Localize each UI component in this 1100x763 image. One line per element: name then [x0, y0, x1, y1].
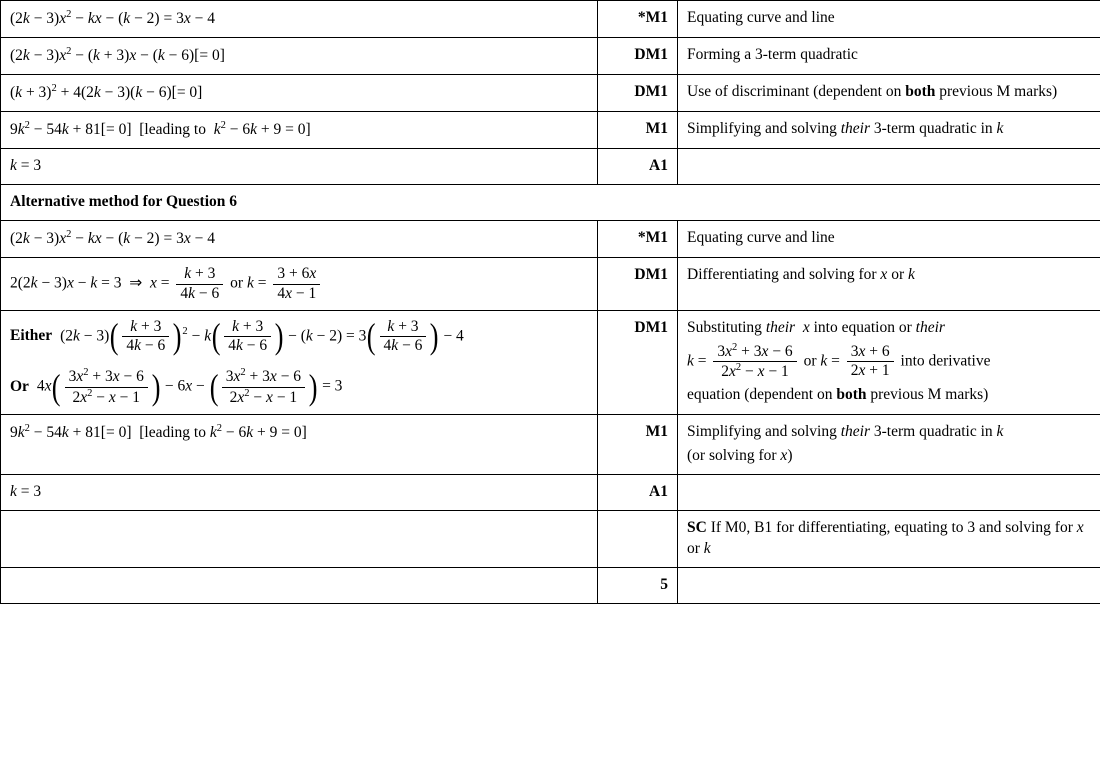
- notes-cell: [678, 149, 1100, 185]
- table-row: [1, 475, 1100, 511]
- mark-cell: *M1: [598, 221, 678, 258]
- notes-cell: [678, 567, 1100, 603]
- table-row: [1, 149, 1100, 185]
- table-row: [1, 415, 1100, 475]
- table-row: [1, 567, 1100, 603]
- notes-cell: Simplifying and solving their 3-term quadratic in k: [678, 112, 1100, 149]
- working-cell: k = 3: [1, 149, 598, 185]
- table-row: [1, 75, 1100, 112]
- mark-cell: M1: [598, 112, 678, 149]
- notes-cell: Forming a 3-term quadratic: [678, 38, 1100, 75]
- working-cell: $(k + 3)^2 + 4(2k - 3)(k - 6)[= 0]$: [1, 75, 598, 112]
- mark-cell: A1: [598, 475, 678, 511]
- working-cell: 2(2k − 3)x − k = 3 ⇒ x = $\frac{k + 3}{4k - 6}$ or k = $\frac{3 + 6x}{4x - 1}$: [1, 258, 598, 311]
- working-cell: Either (2k − 3)( $\frac{k + 3}{4k - 6}$ )$^2$ − k( $\frac{k + 3}{4k - 6}$ ) − (k − 2) = 3( $\frac{k + 3}{4k - 6}$ ) − 4 Or 4x( $\frac{3x^2 + 3x - 6}{2x^2 - x - 1}$ ) − 6x − ( $\frac{3x^2 + 3x - 6}{2x^2 - x - 1}$ ) = 3: [1, 310, 598, 414]
- mark-cell: DM1: [598, 38, 678, 75]
- notes-cell: SC If M0, B1 for differentiating, equating to 3 and solving for x or k: [678, 511, 1100, 568]
- notes-cell: Equating curve and line: [678, 1, 1100, 38]
- working-cell: [1, 511, 598, 568]
- table-row: [1, 112, 1100, 149]
- mark-cell: DM1: [598, 258, 678, 311]
- alt-method-header-row: [1, 185, 1100, 221]
- working-cell: $9k^2 - 54k + 81[= 0]$ [leading to $k^2 - 6k + 9 = 0$]: [1, 415, 598, 475]
- working-cell: [1, 567, 598, 603]
- notes-cell: [678, 475, 1100, 511]
- table-row: [1, 511, 1100, 568]
- table-row: [1, 1, 1100, 38]
- table-row: [1, 258, 1100, 311]
- working-cell: $9k^2 - 54k + 81[= 0]$ [leading to $k^2 - 6k + 9 = 0$]: [1, 112, 598, 149]
- table-row: [1, 221, 1100, 258]
- notes-cell: Use of discriminant (dependent on both previous M marks): [678, 75, 1100, 112]
- notes-cell: Simplifying and solving their 3-term quadratic in k (or solving for x): [678, 415, 1100, 475]
- notes-cell: Differentiating and solving for x or k: [678, 258, 1100, 311]
- working-cell: $(2k - 3)x^2$ − kx − (k − 2) = 3x − 4: [1, 1, 598, 38]
- table-row: [1, 38, 1100, 75]
- mark-cell: 5: [598, 567, 678, 603]
- alt-method-header: Alternative method for Question 6: [1, 185, 1100, 221]
- mark-cell: DM1: [598, 75, 678, 112]
- mark-cell: *M1: [598, 1, 678, 38]
- working-cell: $(2k - 3)x^2$ − kx − (k − 2) = 3x − 4: [1, 221, 598, 258]
- working-cell: $(2k - 3)x^2 - (k + 3)x - (k - 6)[= 0]$: [1, 38, 598, 75]
- mark-cell: [598, 511, 678, 568]
- mark-cell: A1: [598, 149, 678, 185]
- mark-cell: M1: [598, 415, 678, 475]
- notes-cell: Substituting their x into equation or their k = $\frac{3x^2 + 3x - 6}{2x^2 - x - 1}$ or k = $\frac{3x + 6}{2x + 1}$ into derivative equation (dependent on both previous M marks): [678, 310, 1100, 414]
- table-body: [1, 1, 1100, 604]
- table-row: [1, 310, 1100, 414]
- working-cell: k = 3: [1, 475, 598, 511]
- notes-cell: Equating curve and line: [678, 221, 1100, 258]
- mark-cell: DM1: [598, 310, 678, 414]
